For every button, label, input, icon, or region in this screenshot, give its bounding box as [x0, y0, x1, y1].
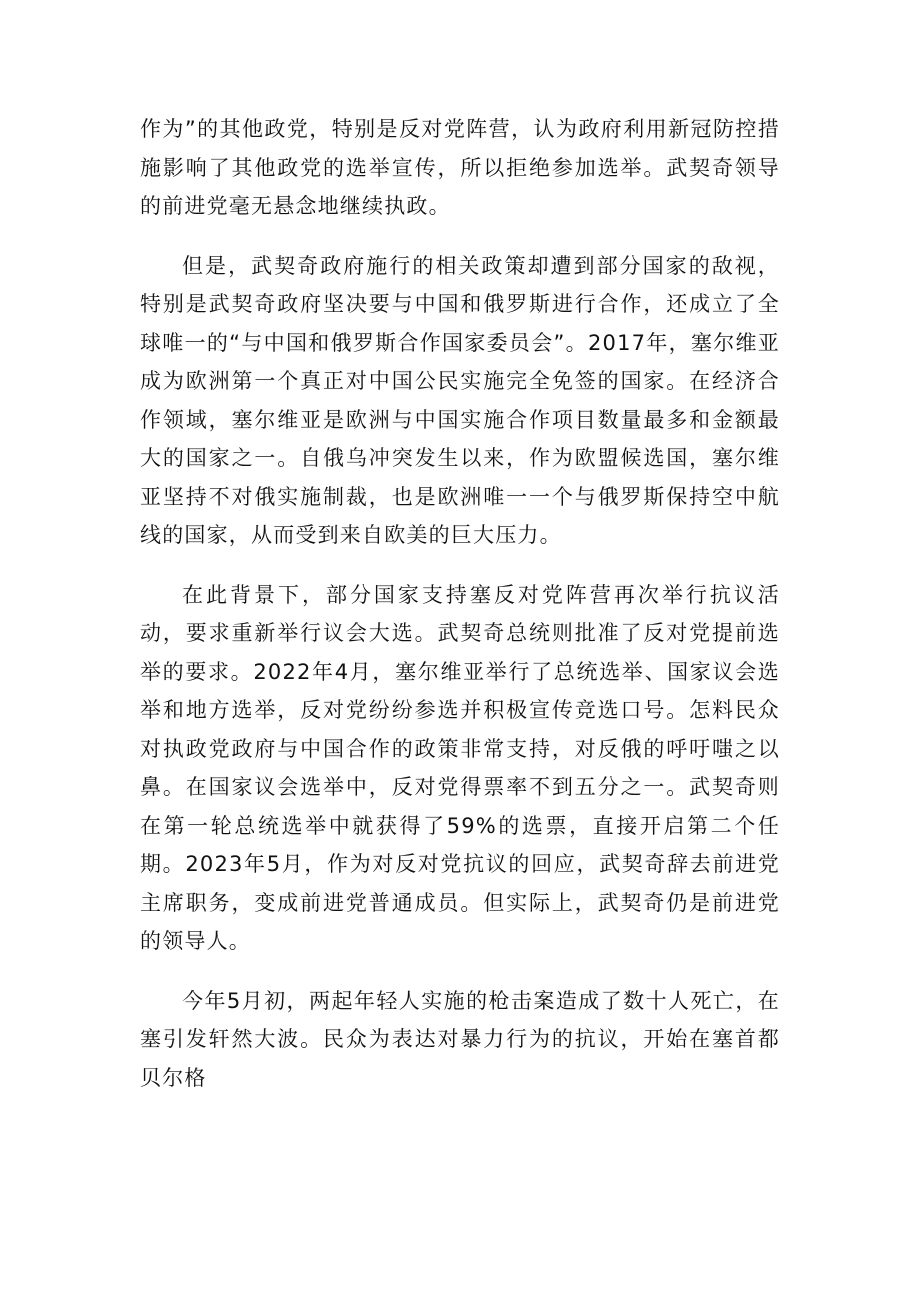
paragraph-1: 作为”的其他政党，特别是反对党阵营，认为政府利用新冠防控措施影响了其他政党的选举宣传，所以拒绝参加选举。武契奇领导的前进党毫无悬念地继续执政。 — [140, 117, 780, 218]
paragraph-2: 但是，武契奇政府施行的相关政策却遭到部分国家的敌视，特别是武契奇政府坚决要与中国和俄罗斯进行合作，还成立了全球唯一的“与中国和俄罗斯合作国家委员会”。2017年，塞尔维亚成为欧洲第一个真正对中国公民实施完全免签的国家。在经济合作领域，塞尔维亚是欧洲与中国实施合作项目数量最多和金额最大的国家之一。自俄乌冲突发生以来，作为欧盟候选国，塞尔维亚坚持不对俄实施制裁，也是欧洲唯一一个与俄罗斯保持空中航线的国家，从而受到来自欧美的巨大压力。 — [140, 253, 780, 547]
document-body — [140, 110, 780, 1118]
paragraph-3: 在此背景下，部分国家支持塞反对党阵营再次举行抗议活动，要求重新举行议会大选。武契奇总统则批准了反对党提前选举的要求。2022年4月，塞尔维亚举行了总统选举、国家议会选举和地方选举，反对党纷纷参选并积极宣传竞选口号。怎料民众对执政党政府与中国合作的政策非常支持，对反俄的呼吁嗤之以鼻。在国家议会选举中，反对党得票率不到五分之一。武契奇则在第一轮总统选举中就获得了59%的选票，直接开启第二个任期。2023年5月，作为对反对党抗议的回应，武契奇辞去前进党主席职务，变成前进党普通成员。但实际上，武契奇仍是前进党的领导人。 — [140, 582, 780, 953]
paragraph-4: 今年5月初，两起年轻人实施的枪击案造成了数十人死亡，在塞引发轩然大波。民众为表达对暴力行为的抗议，开始在塞首都贝尔格 — [140, 988, 780, 1090]
